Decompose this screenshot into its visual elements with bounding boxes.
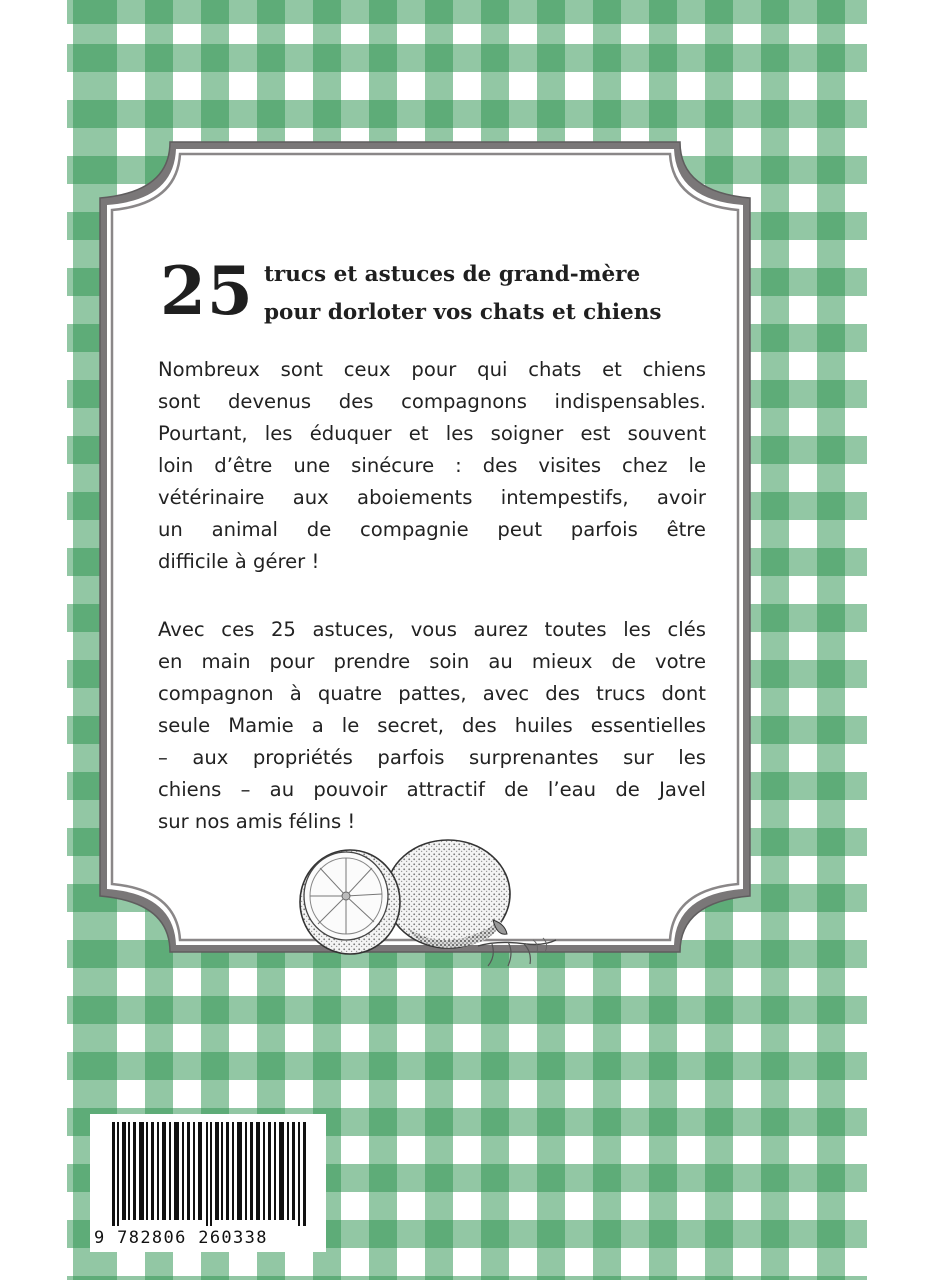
title-line-1: trucs et astuces de grand-mère [264,262,641,287]
paragraph-line: compagnon à quatre pattes, avec des trucs dont [158,682,706,705]
paragraph-line: un animal de compagnie peut parfois être [158,518,706,541]
barcode-digits: 9 782806 260338 [94,1228,268,1248]
lemons-drawing-icon [288,828,560,978]
paragraph-line: Pourtant, les éduquer et les soigner est souvent [158,422,706,445]
paragraph-line: en main pour prendre soin au mieux de votre [158,650,706,673]
paragraph-line: sur nos amis félins ! [158,810,356,833]
paragraph-line: chiens – au pouvoir attractif de l’eau de Javel [158,778,706,801]
barcode [90,1114,326,1252]
title-block [160,252,720,338]
paragraph-line: Avec ces 25 astuces, vous aurez toutes les clés [158,618,706,641]
barcode-icon [112,1122,308,1226]
title-line-2: pour dorloter vos chats et chiens [264,300,662,325]
description-paragraph-2 [158,614,706,838]
paragraph-line: seule Mamie a le secret, des huiles essentielles [158,714,706,737]
description-paragraph-1 [158,354,706,578]
paragraph-line: Nombreux sont ceux pour qui chats et chiens [158,358,706,381]
paragraph-line: – aux propriétés parfois surprenantes sur les [158,746,706,769]
paragraph-line: sont devenus des compagnons indispensables. [158,390,706,413]
paragraph-line: difficile à gérer ! [158,550,320,573]
paragraph-line: loin d’être une sinécure : des visites chez le [158,454,706,477]
title-number: 25 [160,252,254,330]
paragraph-line: vétérinaire aux aboiements intempestifs, avoir [158,486,706,509]
